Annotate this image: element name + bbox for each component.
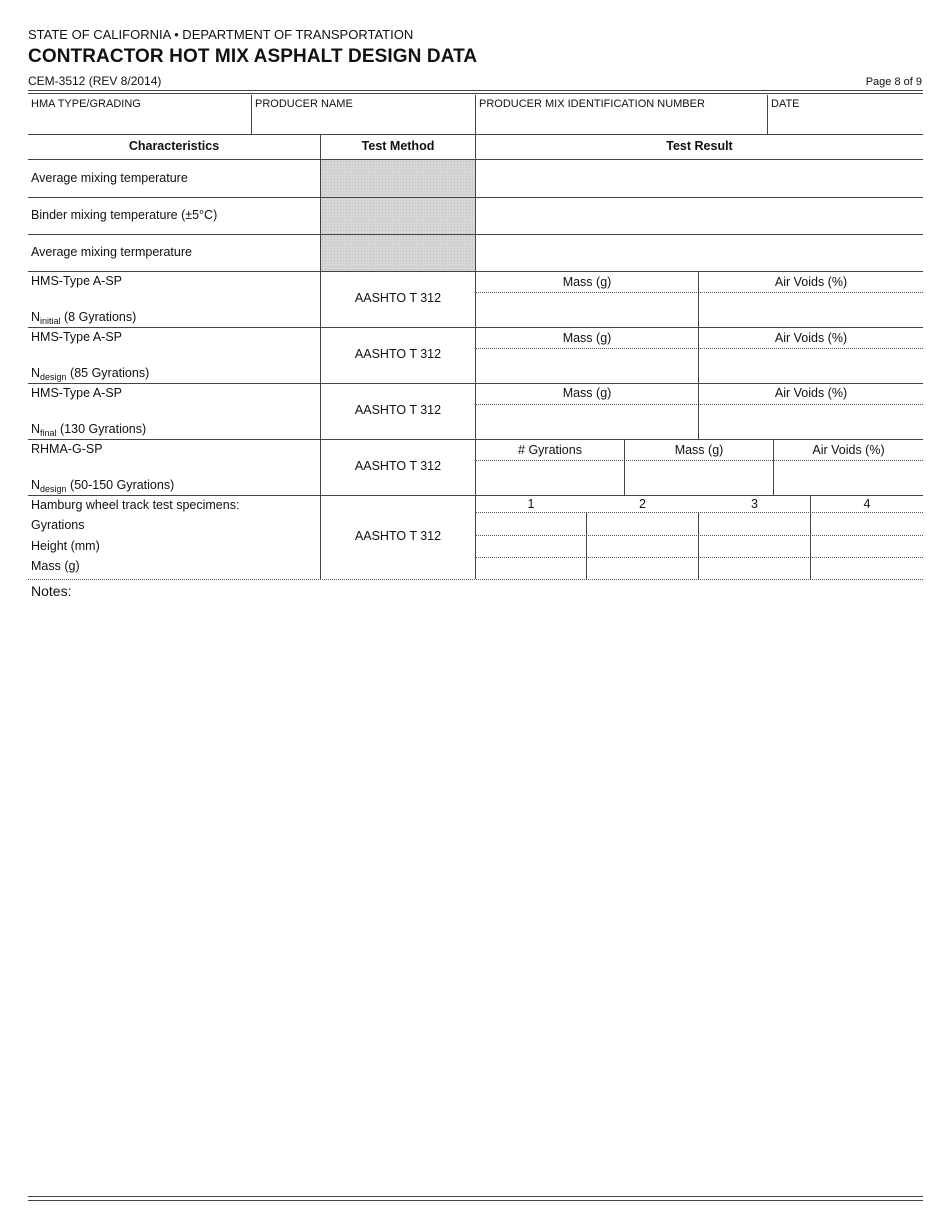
producer-name-field[interactable]	[252, 95, 474, 134]
hamburg-gyrations-3[interactable]	[699, 513, 810, 535]
hamburg-row-label: Height (mm)	[31, 539, 100, 553]
date-field[interactable]	[768, 95, 923, 134]
row-rule	[28, 327, 923, 328]
row-rule	[28, 271, 923, 272]
mix-type-label: HMS-Type A-SP	[31, 386, 122, 400]
page-number: Page 8 of 9	[865, 76, 922, 88]
gyrations-column-label: # Gyrations	[518, 443, 582, 457]
top-rule-inner	[28, 93, 923, 94]
avg-mixing-temp-result[interactable]	[476, 160, 923, 197]
mass-column-label: Mass (g)	[562, 275, 612, 289]
n-final-air-voids-input[interactable]	[699, 405, 923, 439]
mass-column-label: Mass (g)	[674, 443, 724, 457]
notes-label: Notes:	[31, 583, 72, 599]
rhma-gyrations-input[interactable]	[476, 461, 624, 495]
specimen-number: 1	[527, 497, 535, 511]
mass-column-label: Mass (g)	[562, 331, 612, 345]
test-method: AASHTO T 312	[354, 403, 442, 417]
air-voids-column-label: Air Voids (%)	[774, 331, 848, 345]
rhma-air-voids-input[interactable]	[774, 461, 923, 495]
hma-type-field[interactable]	[28, 95, 251, 134]
hamburg-gyrations-4[interactable]	[811, 513, 923, 535]
hamburg-gyrations-1[interactable]	[476, 513, 586, 535]
hamburg-mass-2[interactable]	[587, 558, 698, 579]
n-initial-label: $N_{initial}$ (8 Gyrations)	[31, 310, 137, 326]
specimen-number: 4	[863, 497, 871, 511]
characteristics-header: Characteristics	[128, 139, 220, 153]
table-bottom-rule	[28, 579, 923, 580]
air-voids-column-label: Air Voids (%)	[812, 443, 885, 457]
specimen-number: 3	[751, 497, 758, 511]
mix-type-label: HMS-Type A-SP	[31, 274, 122, 288]
hamburg-height-4[interactable]	[811, 536, 923, 557]
hamburg-row-label: Gyrations	[31, 518, 85, 532]
bottom-rule	[28, 1196, 923, 1197]
hamburg-mass-3[interactable]	[699, 558, 810, 579]
n-initial-air-voids-input[interactable]	[699, 293, 923, 327]
notes-field[interactable]	[28, 600, 923, 1190]
n-design-mass-input[interactable]	[476, 349, 698, 383]
hamburg-gyrations-2[interactable]	[587, 513, 698, 535]
hamburg-mass-1[interactable]	[476, 558, 586, 579]
rhma-mass-input[interactable]	[625, 461, 773, 495]
n-final-mass-input[interactable]	[476, 405, 698, 439]
temperature-label: Binder mixing temperature (±5°C)	[31, 208, 218, 222]
form-title: CONTRACTOR HOT MIX ASPHALT DESIGN DATA	[28, 46, 478, 67]
rhma-n-design-label: $N_{design}$ (50-150 Gyrations)	[31, 478, 175, 494]
n-final-label: $N_{final}$ (130 Gyrations)	[31, 422, 147, 438]
mix-id-field[interactable]	[476, 95, 766, 134]
binder-mixing-temp-result[interactable]	[476, 198, 923, 234]
test-method: AASHTO T 312	[354, 529, 442, 543]
hamburg-height-1[interactable]	[476, 536, 586, 557]
agency-line: STATE OF CALIFORNIA • DEPARTMENT OF TRANSPORTATION	[28, 27, 414, 42]
row-rule	[28, 383, 923, 384]
bottom-rule-inner	[28, 1200, 923, 1201]
specimen-number: 2	[639, 497, 646, 511]
hamburg-mass-4[interactable]	[811, 558, 923, 579]
air-voids-column-label: Air Voids (%)	[774, 386, 848, 400]
n-design-air-voids-input[interactable]	[699, 349, 923, 383]
n-initial-mass-input[interactable]	[476, 293, 698, 327]
producer-name-label: PRODUCER NAME	[255, 98, 353, 110]
temperature-label: Average mixing termperature	[31, 245, 192, 259]
test-method-header: Test Method	[361, 139, 435, 153]
test-method: AASHTO T 312	[354, 347, 442, 361]
test-result-header: Test Result	[666, 139, 733, 153]
hamburg-height-3[interactable]	[699, 536, 810, 557]
top-rule	[28, 90, 923, 91]
avg-mixing-temp-result-2[interactable]	[476, 235, 923, 271]
shaded-not-applicable	[321, 160, 475, 271]
row-rule	[28, 439, 923, 440]
hma-type-label: HMA TYPE/GRADING	[31, 98, 141, 110]
mix-id-label: PRODUCER MIX IDENTIFICATION NUMBER	[479, 98, 705, 110]
rhma-type-label: RHMA-G-SP	[31, 442, 103, 456]
mass-column-label: Mass (g)	[562, 386, 612, 400]
temperature-label: Average mixing temperature	[31, 171, 188, 185]
hamburg-height-2[interactable]	[587, 536, 698, 557]
form-number: CEM-3512 (REV 8/2014)	[28, 74, 162, 88]
air-voids-column-label: Air Voids (%)	[774, 275, 848, 289]
mix-type-label: HMS-Type A-SP	[31, 330, 122, 344]
n-design-label: $N_{design}$ (85 Gyrations)	[31, 366, 150, 382]
test-method: AASHTO T 312	[354, 459, 442, 473]
row-rule	[28, 495, 923, 496]
test-method: AASHTO T 312	[354, 291, 442, 305]
hamburg-row-label: Mass (g)	[31, 559, 80, 573]
date-label: DATE	[771, 98, 800, 110]
hamburg-title: Hamburg wheel track test specimens:	[31, 498, 240, 512]
